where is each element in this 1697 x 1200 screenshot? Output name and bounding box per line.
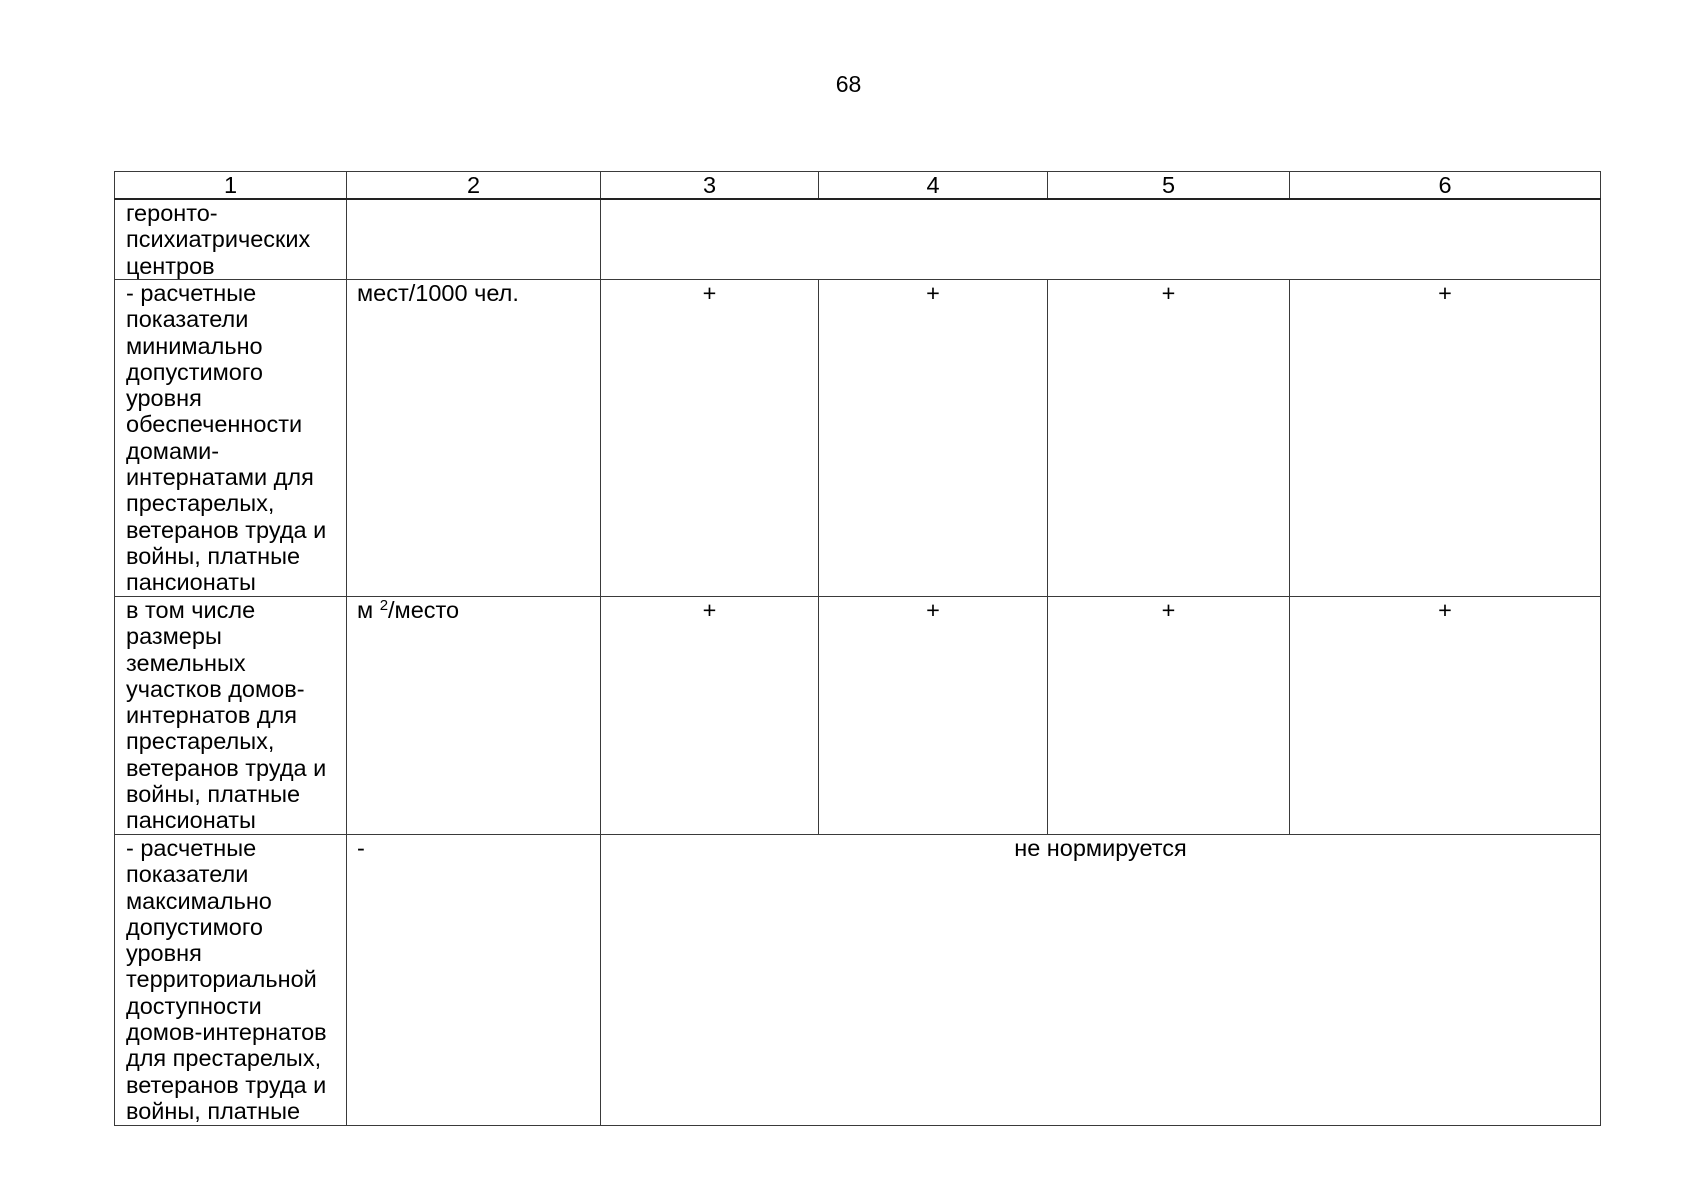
row-name-cell bbox=[115, 199, 347, 280]
merged-value-cell bbox=[601, 835, 1601, 1126]
row-name: геронто-психиатрических центров bbox=[126, 200, 311, 279]
value-cell-3: + bbox=[601, 280, 819, 597]
column-header-1: 1 bbox=[115, 172, 347, 200]
merged-value-cell bbox=[601, 199, 1601, 280]
row-name-cell bbox=[115, 597, 347, 835]
column-header-2: 2 bbox=[347, 172, 601, 200]
page-number: 68 bbox=[835, 71, 862, 97]
unit-cell bbox=[347, 199, 601, 280]
column-header-3: 3 bbox=[601, 172, 819, 200]
unit-base: м bbox=[357, 597, 380, 623]
row-name-cell bbox=[115, 835, 347, 1126]
merged-value: не нормируется bbox=[1014, 835, 1187, 861]
value-cell-6: + bbox=[1290, 280, 1601, 597]
table-row bbox=[115, 835, 1601, 1126]
column-header-5: 5 bbox=[1048, 172, 1290, 200]
row-name-cell bbox=[115, 280, 347, 597]
value-cell-6: + bbox=[1290, 597, 1601, 835]
header-row bbox=[115, 172, 1601, 200]
norms-table bbox=[114, 171, 1601, 1126]
column-header-4: 4 bbox=[819, 172, 1048, 200]
unit-superscript: 2 bbox=[379, 597, 389, 614]
value-cell-4: + bbox=[819, 597, 1048, 835]
unit-cell bbox=[347, 280, 601, 597]
value-cell-5: + bbox=[1048, 280, 1290, 597]
value-cell-3: + bbox=[601, 597, 819, 835]
unit-cell bbox=[347, 835, 601, 1126]
row-name: - расчетные показатели максимально допустимого уровня территориальной доступности домов-интернатов для престарелых, ветеранов труда и войны, платные bbox=[126, 835, 327, 1124]
table-row bbox=[115, 280, 1601, 597]
column-header-6: 6 bbox=[1290, 172, 1601, 200]
value-cell-4: + bbox=[819, 280, 1048, 597]
row-name: в том числе размеры земельных участков домов-интернатов для престарелых, ветеранов труда и войны, платные пансионаты bbox=[126, 597, 327, 834]
row-name: - расчетные показатели минимально допустимого уровня обеспеченности домами-интернатами для престарелых, ветеранов труда и войны, платные пансионаты bbox=[126, 280, 327, 596]
table-row bbox=[115, 597, 1601, 835]
value-cell-5: + bbox=[1048, 597, 1290, 835]
unit-rest: /место bbox=[388, 597, 460, 623]
unit-cell bbox=[347, 597, 601, 835]
unit: мест/1000 чел. bbox=[357, 280, 519, 306]
table-row bbox=[115, 199, 1601, 280]
unit: - bbox=[357, 835, 365, 861]
